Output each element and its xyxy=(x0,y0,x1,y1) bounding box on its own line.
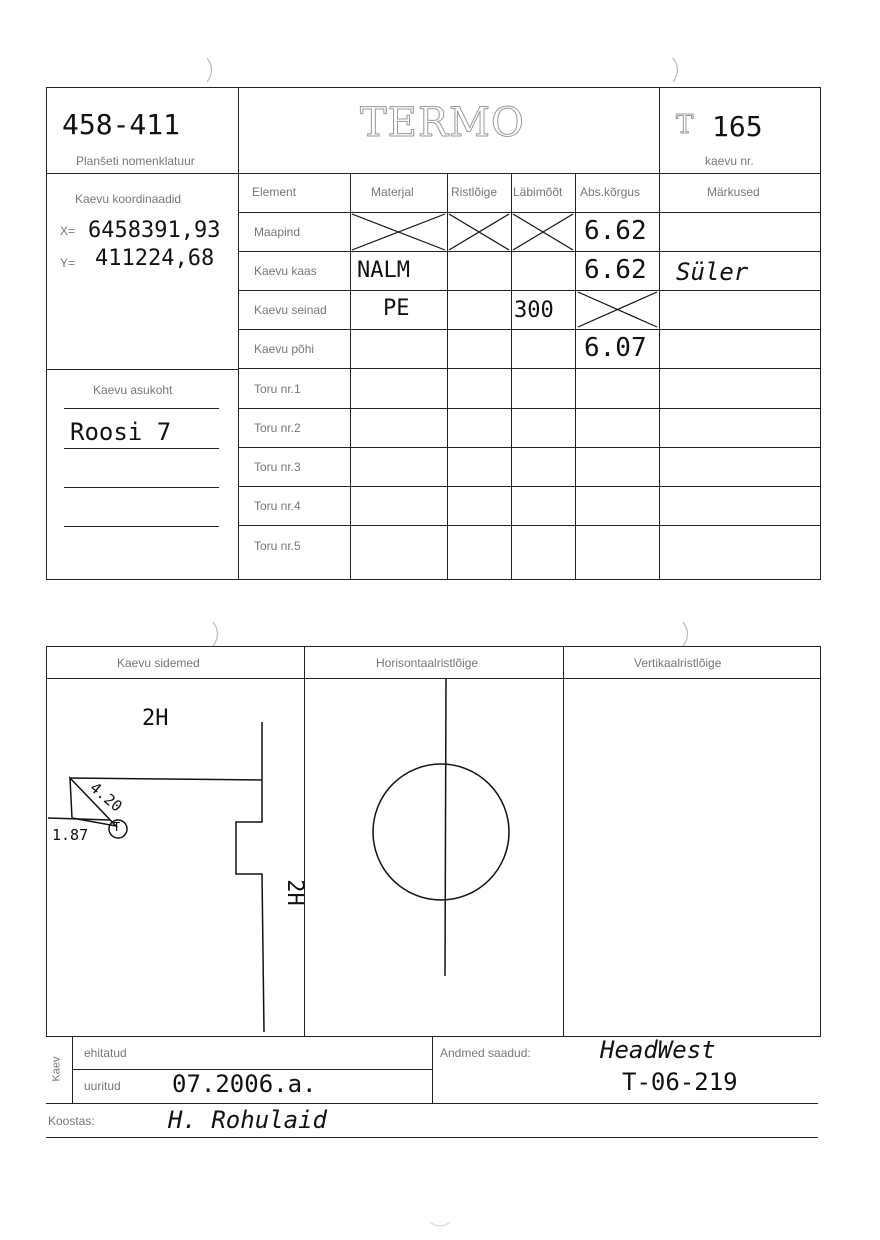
surveyed-value: 07.2006.a. xyxy=(172,1070,317,1098)
sketch-dim-left: 1.87 xyxy=(52,826,89,844)
row-element: Maapind xyxy=(254,225,301,239)
header-abs-korgus: Abs.kõrgus xyxy=(580,185,641,199)
side-label-kaev: Kaev xyxy=(50,1056,63,1082)
nomenclature-label: Planšeti nomenklatuur xyxy=(76,154,195,168)
sketch-note-side: 2H xyxy=(281,879,307,906)
abs-pohi: 6.07 xyxy=(584,333,647,363)
col-label-vertical: Vertikaalristlõige xyxy=(634,656,722,670)
row-element: Toru nr.4 xyxy=(254,499,301,513)
header-materjal: Materjal xyxy=(371,185,414,199)
divider xyxy=(72,1037,73,1103)
header-element: Element xyxy=(252,185,297,199)
brand-logo: TERMO xyxy=(360,100,525,146)
sketch-note-top: 2H xyxy=(142,706,169,731)
row-element: Kaevu kaas xyxy=(254,264,317,278)
nomenclature-value: 458-411 xyxy=(62,108,181,141)
material-seinad: PE xyxy=(383,296,410,321)
col-label-connections: Kaevu sidemed xyxy=(117,656,200,670)
well-number-value: 165 xyxy=(712,110,763,143)
x-label: X= xyxy=(60,224,76,238)
sketch-dim-diagonal: 4.20 xyxy=(86,778,126,816)
abs-kaas: 6.62 xyxy=(584,255,647,285)
divider xyxy=(432,1037,433,1103)
row-element: Toru nr.5 xyxy=(254,539,301,553)
material-kaas: NALM xyxy=(357,258,410,283)
col-label-horizontal: Horisontaalristlõige xyxy=(376,656,479,670)
diameter-seinad: 300 xyxy=(514,298,554,323)
location-label: Kaevu asukoht xyxy=(93,383,173,397)
x-coordinate: 6458391,93 xyxy=(88,218,221,243)
abs-maapind: 6.62 xyxy=(584,216,647,246)
well-number-label: kaevu nr. xyxy=(705,154,754,168)
well-marker-icon: T xyxy=(113,820,121,834)
surveyed-label: uuritud xyxy=(84,1079,121,1093)
well-prefix: T xyxy=(676,110,694,140)
location-value: Roosi 7 xyxy=(70,418,172,446)
data-from-code: T-06-219 xyxy=(622,1068,738,1096)
header-labimoot: Läbimõõt xyxy=(513,185,563,199)
divider xyxy=(46,1137,818,1138)
built-label: ehitatud xyxy=(84,1046,127,1060)
row-element: Toru nr.1 xyxy=(254,382,301,396)
divider xyxy=(46,1103,818,1104)
row-element: Toru nr.3 xyxy=(254,460,301,474)
row-element: Kaevu seinad xyxy=(254,303,327,317)
compiled-value: H. Rohulaid xyxy=(168,1106,327,1134)
row-element: Toru nr.2 xyxy=(254,421,301,435)
data-from-label: Andmed saadud: xyxy=(440,1046,531,1060)
header-markused: Märkused xyxy=(707,185,760,199)
y-label: Y= xyxy=(60,256,76,270)
row-element: Kaevu põhi xyxy=(254,342,315,356)
header-ristloige: Ristlõige xyxy=(451,185,498,199)
data-from-company: HeadWest xyxy=(600,1036,716,1064)
compiled-label: Koostas: xyxy=(48,1114,95,1128)
remark-kaas: Süler xyxy=(676,258,749,286)
y-coordinate: 411224,68 xyxy=(95,246,215,271)
coordinates-label: Kaevu koordinaadid xyxy=(75,192,182,206)
